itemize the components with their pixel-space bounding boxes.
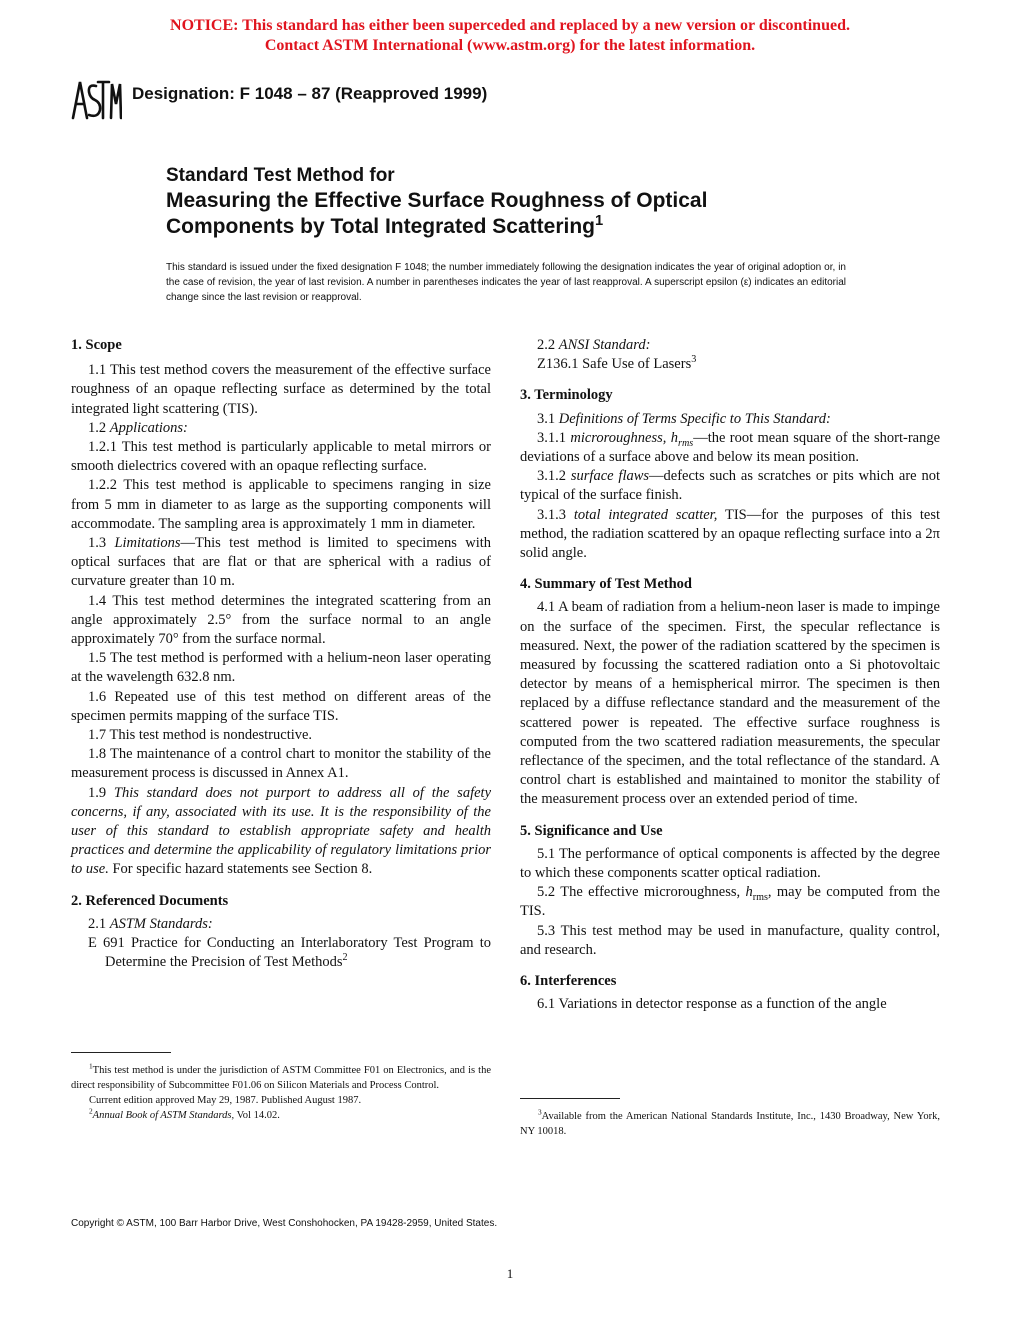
para-6-1: 6.1 Variations in detector response as a function of the angle [537, 996, 887, 1013]
para-1-5: 1.5 The test method is performed with a helium-neon laser operating at the wavelength 632.8 nm. [71, 650, 491, 686]
para-5-3: 5.3 This test method may be used in manufacture, quality control, and research. [520, 922, 940, 958]
footnote-2: $^2$Annual Book of ASTM Standards, Vol 14.02. [89, 1106, 280, 1121]
section-4-heading: 4. Summary of Test Method [520, 576, 692, 593]
para-3-1-2: 3.1.2 surface flaws—defects such as scratches or pits which are not typical of the surface finish. [520, 468, 941, 504]
ref-e691: E 691 Practice for Conducting an Interlaboratory Test Program to Determine the Precision of Test Methods$^2$ [88, 935, 491, 971]
para-1-2-1: 1.2.1 This test method is particularly applicable to metal mirrors or smooth dielectrics covered with an opaque reflecting surface. [71, 439, 491, 475]
para-2-1: 2.1 ASTM Standards: [88, 915, 213, 932]
para-1-3: 1.3 Limitations—This test method is limited to specimens with optical surfaces that are flat or that are spherical with a radius of curvature greater than 10 m. [71, 535, 491, 590]
right-footnotes [520, 1098, 940, 1139]
para-5-2: 5.2 The effective microroughness, $h_{rms}$, may be computed from the TIS. [520, 884, 940, 920]
left-column [71, 336, 491, 973]
para-1-6: 1.6 Repeated use of this test method on different areas of the specimen permits mapping of the surface TIS. [71, 688, 491, 724]
title-line-2: Measuring the Effective Surface Roughness of Optical [166, 189, 708, 212]
para-1-2: 1.2 Applications: [88, 419, 188, 436]
intro-note: This standard is issued under the fixed designation F 1048; the number immediately following the designation indicates the year of original adoption or, in the case of revision, the year of last revision. A number in parentheses indicates the year of last reapproval. A superscript epsilon (ε) indicates an editorial change since the last revision or reapproval. [166, 262, 846, 303]
section-2-heading: 2. Referenced Documents [71, 892, 229, 909]
ref-z136: Z136.1 Safe Use of Lasers$^3$ [537, 354, 697, 373]
footnote-rule [71, 1052, 171, 1053]
notice-line-2: Contact ASTM International (www.astm.org) for the latest information. [264, 37, 756, 54]
para-5-1: 5.1 The performance of optical components is affected by the degree to which these components scatter optical radiation. [520, 845, 940, 882]
para-3-1-1: 3.1.1 microroughness, $h_{rms}—the$ root mean square of the short-range deviations of a surface above and below its mean position. [520, 429, 941, 466]
title-line-3: Components by Total Integrated Scattering$^1$ [166, 213, 604, 238]
left-footnotes [71, 1052, 491, 1123]
footnote-1b: Current edition approved May 29, 1987. Published August 1987. [89, 1095, 362, 1106]
section-5-heading: 5. Significance and Use [520, 822, 663, 839]
title-footnote-mark: 1 [594, 213, 604, 229]
right-column [520, 336, 940, 1015]
para-3-1-3: 3.1.3 total integrated scatter, TIS—for the purposes of this test method, the radiation scattered by an opaque reflecting surface into a 2π solid angle. [520, 506, 941, 562]
footnote-rule-right [520, 1098, 620, 1099]
section-6-heading: 6. Interferences [520, 973, 617, 990]
para-1-7: 1.7 This test method is nondestructive. [88, 727, 313, 744]
astm-logo [70, 78, 122, 122]
section-3-heading: 3. Terminology [520, 387, 613, 404]
para-1-1: 1.1 This test method covers the measurement of the effective surface roughness of an opaque reflecting surface as determined by the total integrated light scattering (TIS). [71, 362, 491, 417]
footnote-1: $^1$This test method is under the jurisdiction of ASTM Committee F01 on Electronics, and is the direct responsibility of Subcommittee F01.06 on Silicon Materials and Process Control. [71, 1061, 491, 1091]
para-4-1: 4.1 A beam of radiation from a helium-neon laser is made to impinge on the surface of the specimen. First, the specular reflectance is measured. Next, the power of the radiation scattered by the specimen is measured by focussing the scattered radiation onto a Si photovoltaic detector by means of a hemispherical mirror. The specimen is then replaced by a diffuse reflectance standard and the measurement of the scattered power is repeated. The effective surface roughness is computed from the two scattered radiation measurements, the specular reflectance of the specimen, and the total reflectance of the standard. A control chart is established and maintained to monitor the stability of the measurement process over an extended period of time. [520, 599, 940, 808]
para-1-4: 1.4 This test method determines the integrated scattering from an angle approximately 2.5° from the surface normal to an angle approximately 70° from the surface normal. [71, 592, 491, 648]
document-title [166, 164, 866, 240]
para-1-8: 1.8 The maintenance of a control chart to monitor the stability of the measurement process is discussed in Annex A1. [71, 746, 491, 782]
title-line-1: Standard Test Method for [166, 165, 395, 186]
para-3-1: 3.1 Definitions of Terms Specific to This Standard: [537, 410, 831, 427]
para-1-2-2: 1.2.2 This test method is applicable to specimens ranging in size from 5 mm in diameter to as large as the supporting components will accommodate. The sampling area is approximately 1 mm in diameter. [71, 477, 491, 532]
notice-line-1: NOTICE: This standard has either been superceded and replaced by a new version or discontinued. [170, 17, 850, 34]
section-1-heading: 1. Scope [71, 337, 122, 353]
designation: Designation: F 1048 – 87 (Reapproved 1999) [132, 84, 488, 103]
para-1-9: 1.9 This standard does not purport to address all of the safety concerns, if any, associated with its use. It is the responsibility of the user of this standard to establish appropriate safety and health practices and determine the applicability of regulatory limitations prior to use. For specific hazard statements see Section 8. [71, 784, 492, 878]
footnote-3: $^3$Available from the American National Standards Institute, Inc., 1430 Broadway, New York, NY 10018. [520, 1107, 940, 1137]
copyright: Copyright © ASTM, 100 Barr Harbor Drive, West Conshohocken, PA 19428-2959, United States. [71, 1218, 498, 1229]
page-number: 1 [506, 1266, 514, 1281]
para-2-2: 2.2 ANSI Standard: [537, 337, 651, 353]
